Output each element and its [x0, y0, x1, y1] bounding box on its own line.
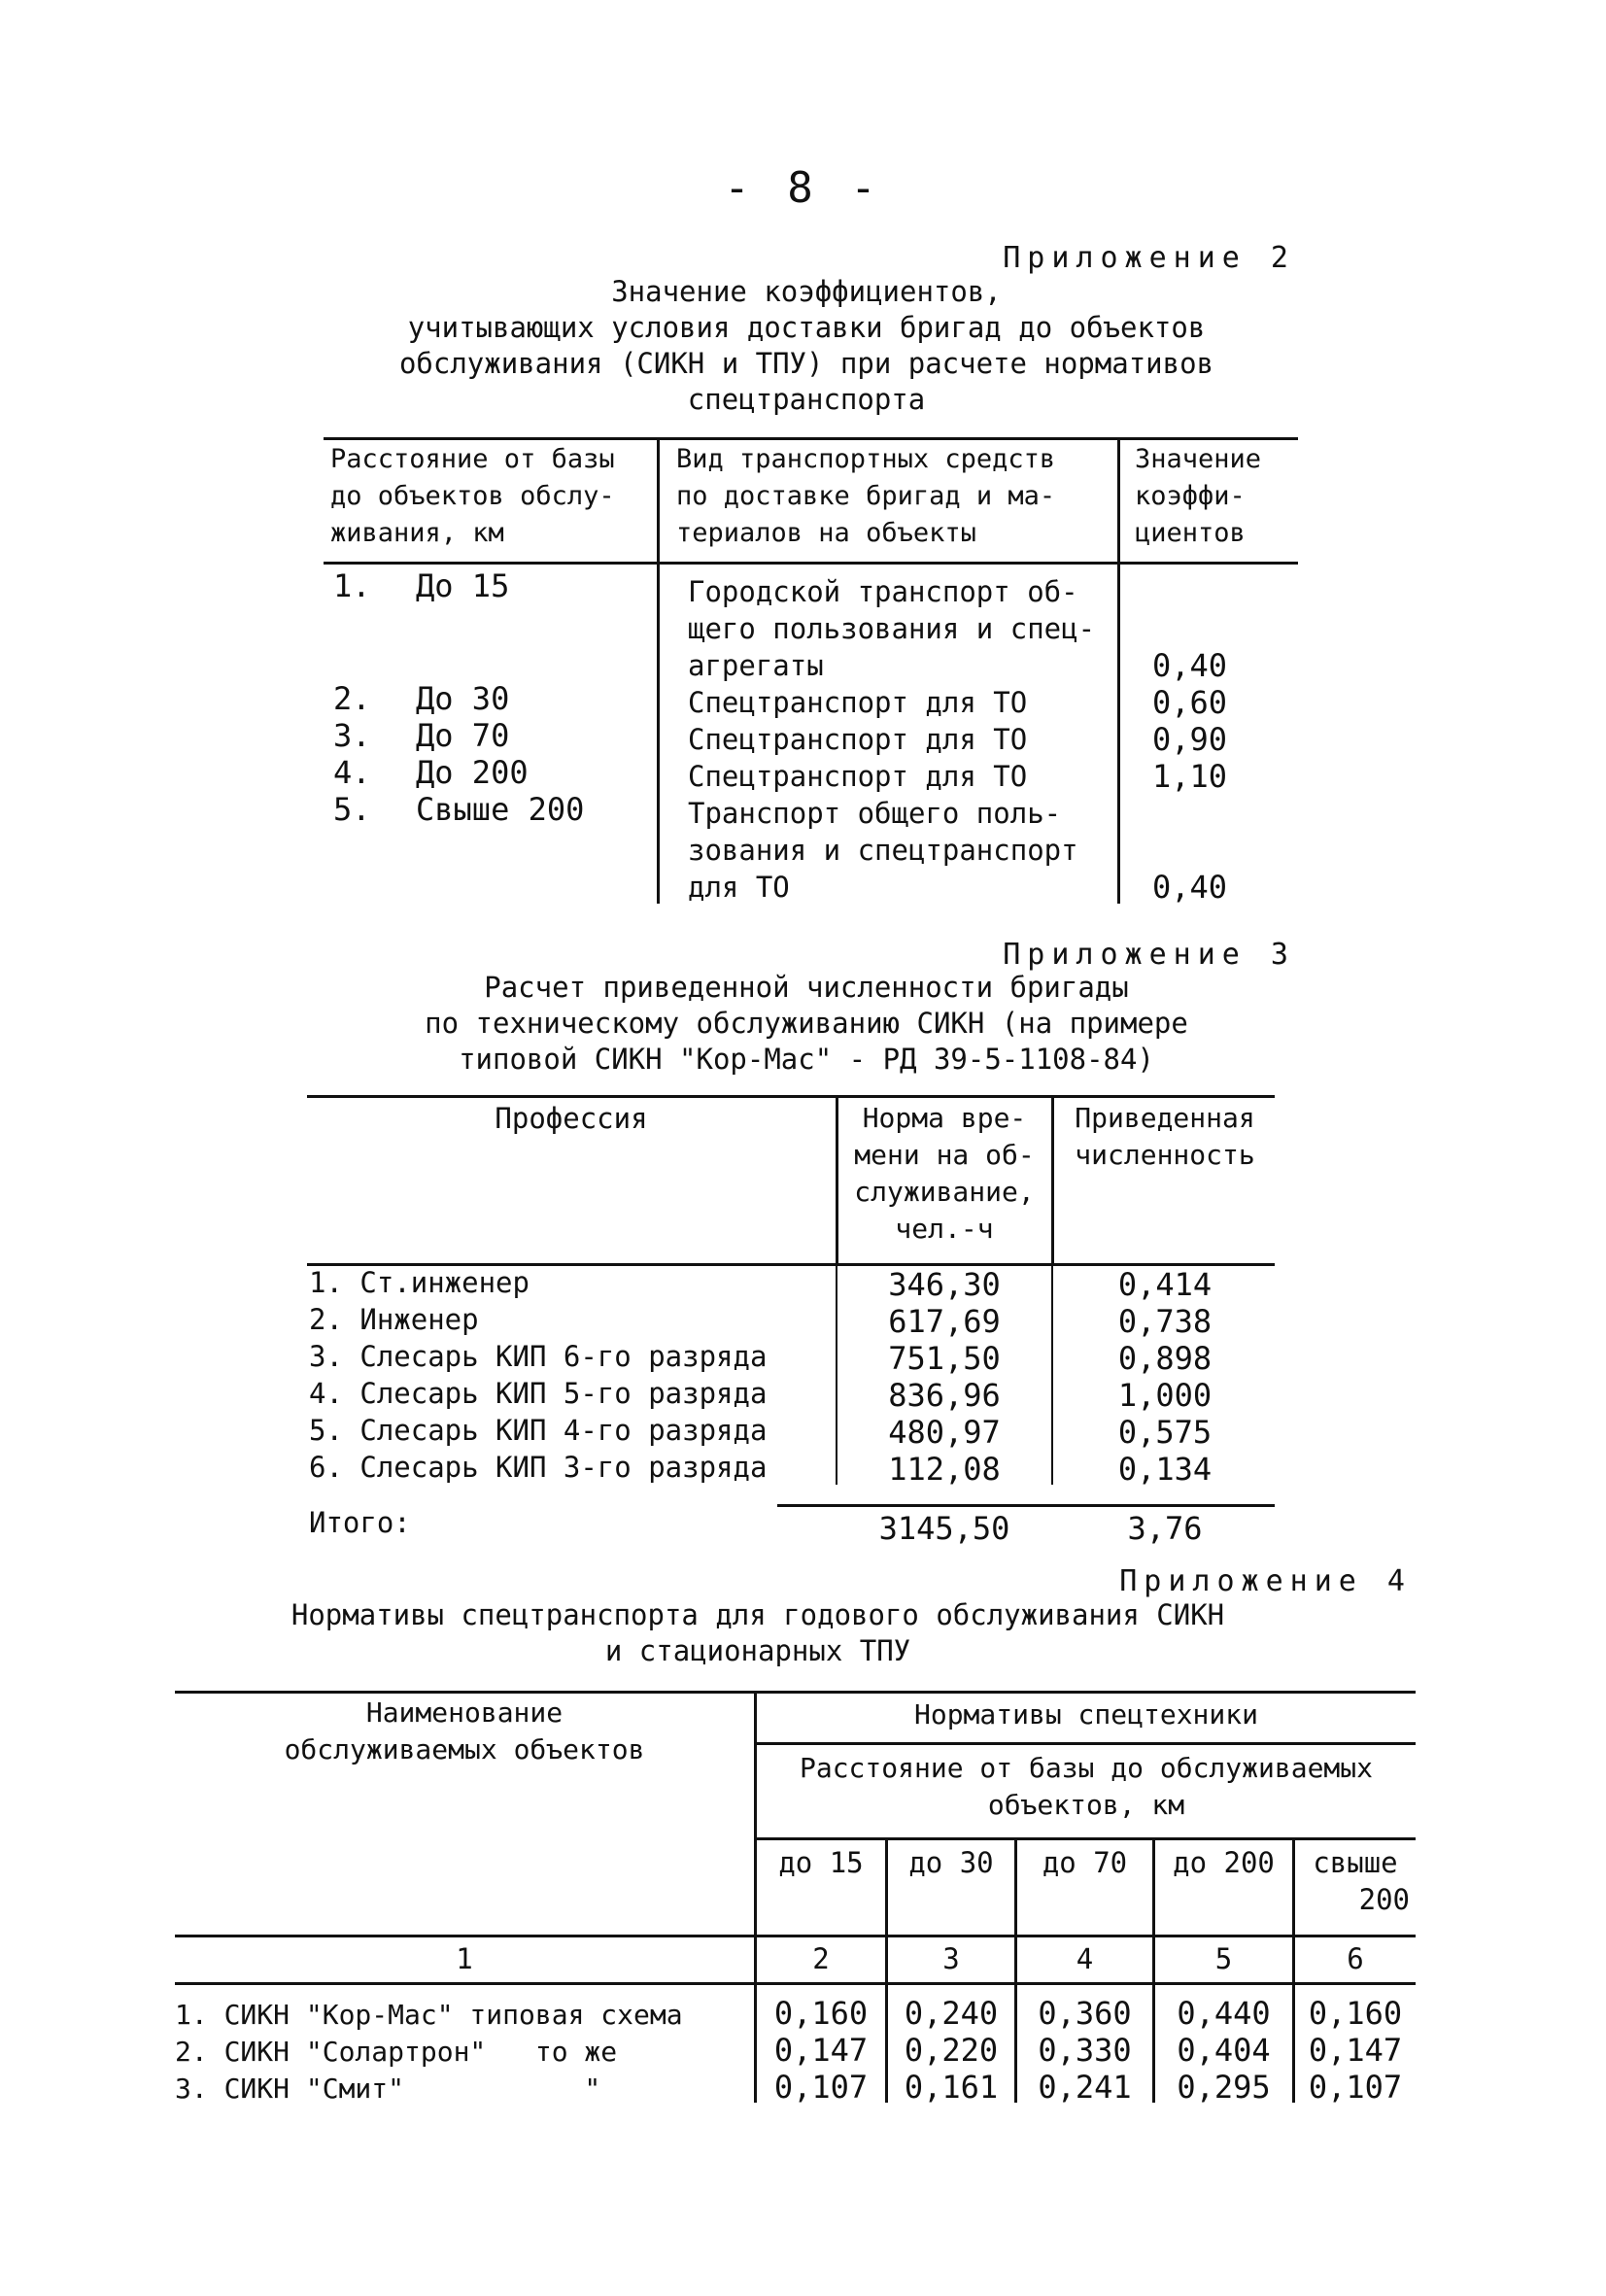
row-number: 3.	[333, 717, 371, 754]
norm-value: 0,440	[1177, 1995, 1271, 2032]
header-line: до объектов обслу-	[330, 481, 615, 511]
appendix2-title	[321, 274, 1292, 418]
header-distance	[330, 441, 615, 552]
appendix3-title-line: по техническому обслуживанию СИКН (на примере	[425, 1007, 1188, 1040]
row-number: 2.	[333, 680, 371, 717]
total-label: Итого:	[309, 1506, 411, 1539]
row-distance: До 70	[416, 717, 510, 754]
object-name: 3. СИКН "Смит" "	[175, 2073, 601, 2105]
norm-value: 617,69	[888, 1303, 1001, 1340]
norm-value: 480,97	[888, 1414, 1001, 1451]
total-reduced: 3,76	[1127, 1510, 1203, 1547]
appendix3-label: Приложение 3	[1003, 938, 1295, 972]
reduced-value: 0,414	[1117, 1266, 1213, 1303]
header-line: свыше	[1313, 1846, 1398, 1879]
row-number: 1.	[333, 567, 371, 604]
header-line: Приведенная	[1075, 1102, 1255, 1134]
col-number-rule	[175, 1982, 1416, 1985]
header-value	[1135, 441, 1261, 552]
total-rule	[777, 1504, 1275, 1507]
col-number: 3	[942, 1942, 960, 1975]
norm-value: 112,08	[888, 1451, 1001, 1488]
header-line: мени на об-	[854, 1139, 1035, 1171]
profession: 2. Инженер	[309, 1303, 479, 1336]
row-transport	[688, 795, 1078, 906]
header-norms: Нормативы спецтехники	[913, 1698, 1258, 1731]
appendix2-label: Приложение 2	[1003, 241, 1295, 275]
row-number: 4.	[333, 754, 371, 791]
reduced-value: 0,898	[1117, 1340, 1213, 1377]
header-rule	[175, 1935, 1416, 1937]
header-line: служивание,	[854, 1176, 1035, 1208]
row-transport: Спецтранспорт для ТО	[688, 760, 1028, 793]
appendix2-title-line: обслуживания (СИКН и ТПУ) при расчете нормативов	[398, 347, 1214, 380]
appendix2-title-line: спецтранспорта	[687, 383, 926, 416]
column-divider	[1051, 1266, 1053, 1485]
header-reduced	[1055, 1100, 1275, 1174]
appendix2-title-line: учитывающих условия доставки бригад до объектов	[407, 311, 1206, 344]
transport-line: щего пользования и спец-	[688, 612, 1096, 645]
norm-value: 0,220	[904, 2032, 999, 2069]
norm-value: 0,240	[904, 1995, 999, 2032]
col-number: 5	[1214, 1942, 1233, 1975]
header-profession: Профессия	[495, 1102, 648, 1135]
header-rule	[324, 562, 1298, 565]
header-line: Норма вре-	[862, 1102, 1027, 1134]
norm-value: 0,160	[1308, 1995, 1403, 2032]
norm-value: 836,96	[888, 1377, 1001, 1414]
appendix4-title	[175, 1597, 1341, 1669]
header-transport	[676, 441, 1055, 552]
table-top-rule	[175, 1691, 1416, 1694]
transport-line: Городской транспорт об-	[688, 575, 1078, 608]
norm-value: 0,404	[1177, 2032, 1271, 2069]
profession: 3. Слесарь КИП 6-го разряда	[309, 1340, 768, 1373]
header-line: Расстояние от базы до обслуживаемых	[799, 1752, 1373, 1784]
norm-value: 0,147	[773, 2032, 869, 2069]
norm-value: 0,161	[904, 2069, 999, 2106]
header-line: териалов на объекты	[676, 518, 976, 548]
col-number: 4	[1076, 1942, 1094, 1975]
header-line: Наименование	[365, 1696, 564, 1729]
range-header: до 70	[1042, 1846, 1128, 1879]
row-value: 0,40	[1152, 869, 1228, 906]
row-number: 5.	[333, 791, 371, 828]
norm-value: 0,241	[1038, 2069, 1132, 2106]
row-distance: Свыше 200	[416, 791, 585, 828]
norm-value: 346,30	[888, 1266, 1001, 1303]
row-value: 1,10	[1152, 758, 1228, 795]
header-line: обслуживаемых объектов	[284, 1733, 645, 1765]
reduced-value: 0,134	[1117, 1451, 1213, 1488]
norm-value: 0,107	[773, 2069, 869, 2106]
row-transport: Спецтранспорт для ТО	[688, 686, 1028, 719]
transport-line: Транспорт общего поль-	[688, 797, 1062, 830]
object-name: 1. СИКН "Кор-Мас" типовая схема	[175, 1999, 683, 2031]
row-value: 0,60	[1152, 684, 1228, 721]
reduced-value: 1,000	[1117, 1377, 1213, 1414]
col-number: 2	[812, 1942, 830, 1975]
total-norm: 3145,50	[878, 1510, 1010, 1547]
col-number: 1	[456, 1942, 473, 1975]
object-name: 2. СИКН "Солартрон" то же	[175, 2036, 618, 2068]
reduced-value: 0,575	[1117, 1414, 1213, 1451]
transport-line: агрегаты	[688, 649, 824, 682]
transport-line: зования и спецтранспорт	[688, 834, 1078, 867]
appendix4-title-line: и стационарных ТПУ	[604, 1634, 911, 1667]
range-header: до 30	[908, 1846, 994, 1879]
appendix4-label: Приложение 4	[1119, 1564, 1412, 1598]
profession: 6. Слесарь КИП 3-го разряда	[309, 1451, 768, 1484]
appendix3-title-line: Расчет приведенной численности бригады	[484, 971, 1129, 1004]
header-line: Значение	[1135, 444, 1262, 474]
appendix3-title-line: типовой СИКН "Кор-Мас" - РД 39-5-1108-84)	[459, 1043, 1154, 1076]
norm-value: 0,160	[773, 1995, 869, 2032]
header-line: Расстояние от базы	[330, 444, 615, 474]
header-line: численность	[1075, 1139, 1255, 1171]
header-norm	[837, 1100, 1051, 1248]
appendix4-title-line: Нормативы спецтранспорта для годового обслуживания СИКН	[290, 1598, 1225, 1631]
row-distance: До 30	[416, 680, 510, 717]
range-header: до 200	[1173, 1846, 1275, 1879]
table-top-rule	[324, 437, 1298, 440]
header-line: коэффи-	[1135, 481, 1246, 511]
norm-value: 0,360	[1038, 1995, 1132, 2032]
row-value: 0,40	[1152, 647, 1228, 684]
row-transport	[688, 573, 1095, 684]
header-line: циентов	[1135, 518, 1246, 548]
column-divider	[657, 437, 660, 904]
row-distance: До 200	[416, 754, 529, 791]
table-top-rule	[307, 1095, 1275, 1098]
range-header	[1295, 1844, 1416, 1918]
transport-line: для ТО	[688, 871, 790, 904]
appendix2-title-line: Значение коэффициентов,	[611, 275, 1002, 308]
col-number: 6	[1347, 1942, 1364, 1975]
column-divider	[1117, 437, 1120, 904]
appendix3-title	[321, 970, 1292, 1078]
header-line: 200	[1358, 1883, 1410, 1916]
subheader-rule	[755, 1837, 1416, 1840]
header-line: по доставке бригад и ма-	[676, 481, 1056, 511]
subheader-rule	[755, 1742, 1416, 1745]
reduced-value: 0,738	[1117, 1303, 1213, 1340]
header-distance	[757, 1750, 1416, 1824]
column-divider	[1051, 1095, 1054, 1266]
row-value: 0,90	[1152, 721, 1228, 758]
page-number: - 8 -	[724, 163, 882, 213]
profession: 1. Ст.инженер	[309, 1266, 530, 1299]
header-line: объектов, км	[987, 1789, 1185, 1821]
norm-value: 0,107	[1308, 2069, 1403, 2106]
range-header: до 15	[778, 1846, 864, 1879]
norm-value: 0,147	[1308, 2032, 1403, 2069]
norm-value: 0,330	[1038, 2032, 1132, 2069]
header-name	[175, 1695, 754, 1768]
row-distance: До 15	[416, 567, 510, 604]
profession: 4. Слесарь КИП 5-го разряда	[309, 1377, 768, 1410]
header-line: Вид транспортных средств	[676, 444, 1056, 474]
norm-value: 751,50	[888, 1340, 1001, 1377]
norm-value: 0,295	[1177, 2069, 1271, 2106]
header-line: чел.-ч	[895, 1213, 994, 1245]
profession: 5. Слесарь КИП 4-го разряда	[309, 1414, 768, 1447]
row-transport: Спецтранспорт для ТО	[688, 723, 1028, 756]
header-line: живания, км	[330, 518, 504, 548]
